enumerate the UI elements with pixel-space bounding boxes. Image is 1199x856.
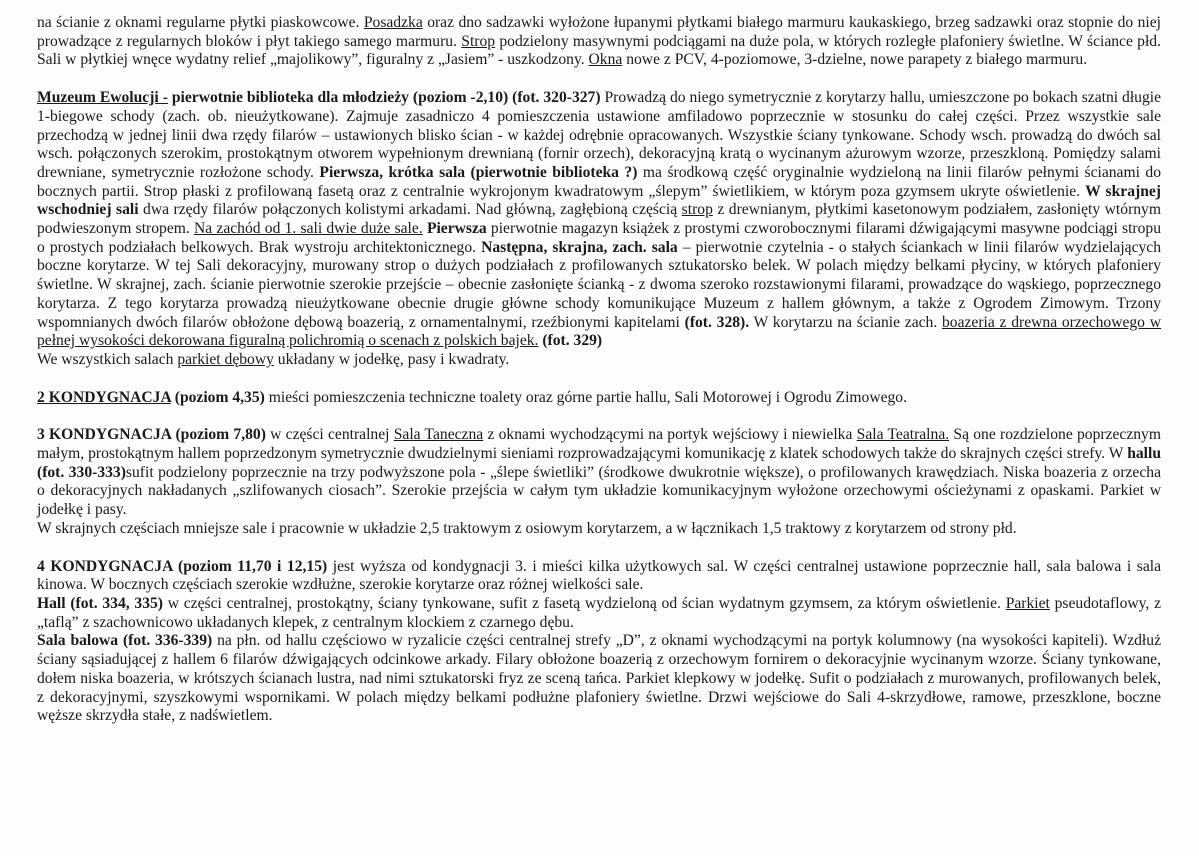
text-span: oraz dno sadzawki wyłożone łupanymi płytkami białego marmuru kaukaskiego, brzeg sadzawki oraz stopnie do niej prowadzące z regularnych bloków i płyt takiego samego marmuru.: [37, 14, 1161, 50]
text-span: na płn. od hallu częściowo w ryzalicie części centralnej strefy „D”, z oknami wychodzącymi na portyk kolumnowy (na wysokości kapiteli). Wzdłuż ściany sąsiadującej z hallem 6 filarów dźwigających odcinkowe arkady. Filary obłożone boazerią z orzechowym fornirem o dekoracyjnie wycinanym wzorze. Ściany tynkowane, dołem niska boazeria, w krótszych ścianach lustra, nad nimi sztukatorski fryz ze sceną tańca. Parkiet klepkowy w jodełkę. Sufit o podziałach z murowanych, profilowanych belek, z dekoracyjnymi, szyszkowymi wspornikami. W polach między belkami podłużne plafoniery świetlne. Drzwi wejściowe do Sali 4-skrzydłowe, ramowe, przeszklone, boczne węższe skrzydła stałe, z nadświetlem.: [37, 632, 1161, 725]
underlined-term: Na zachód od 1. sali dwie duże sale.: [194, 220, 423, 238]
text-span: Są one rozdzielone poprzecznym małym, prostokątnym hallem poprzedzonym symetrycznie dwudzielnymi sieniami rozprowadzającymi komunikację z klatek schodowych także do skrajnych części strefy. W: [37, 426, 1161, 463]
paragraph-gap: [37, 70, 1161, 89]
text-span: jest wyższa od kondygnacji 3. i mieści kilka użytkowych sal. W części centralnej ustawione poprzecznie hall, sala balowa i sala kinowa. W bocznych częściach szerokie wzdłużne, szerokie korytarze oraz różnej wielkości sale.: [37, 557, 1161, 594]
underlined-term-okna: Okna: [588, 51, 623, 69]
paragraph-gap: [37, 407, 1161, 426]
bold-span: W skrajnej wschodniej sali: [37, 182, 1161, 219]
paragraph-parkiet: [37, 351, 1161, 370]
text-span: w części centralnej, prostokątny, ściany tynkowane, sufit z fasetą wydzieloną od ścian wydatnym gzymsem, za którym oświetlenie.: [163, 594, 1006, 612]
bold-span: Następna, skrajna, zach. sala: [481, 238, 678, 256]
text-span: pseudotaflowy, z „taflą” z szachownicowo układanych klepek, z centralnym klockiem z czarnego dębu.: [37, 594, 1161, 631]
paragraph-skrajne-czesci: [37, 520, 1161, 539]
text-span: z drewnianym, płytkimi kasetonowym podziałem, zasłonięty wtórnym podwieszonym stropem.: [37, 201, 1161, 238]
paragraph-hall: [37, 595, 1161, 632]
section-heading-2-kondygnacja: [37, 389, 265, 406]
text-span: mieści pomieszczenia techniczne toalety oraz górne partie hallu, Sali Motorowej i Ogrodu Zimowego.: [264, 388, 908, 406]
heading-underlined: 2 KONDYGNACJA: [37, 388, 171, 406]
text-span: w części centralnej: [265, 426, 394, 444]
heading-rest: pierwotnie biblioteka dla młodzieży: [167, 89, 409, 107]
paragraph-3-kondygnacja: [37, 426, 1161, 520]
text-span: pierwotnie magazyn książek z prostymi czworobocznymi filarami dźwigającymi masywne podciągi stropu o prostych podziałach belkowych. Brak wystroju architektonicznego.: [37, 220, 1161, 256]
underlined-term: strop: [681, 201, 713, 219]
underlined-term: Sala Teatralna.: [856, 426, 950, 444]
text-span: z oknami wychodzącymi na portyk wejściowy i niewielka: [483, 426, 857, 444]
text-span: podzielony masywnymi podciągami na duże pola, w których rozległe plafoniery świetlne. W ściance płd. Sali w płytkiej wnęce wydatny relief „majolikowy”, figuralny z „Jasiem” - uszkodzony.: [37, 32, 1162, 69]
text-span: układany w jodełkę, pasy i kwadraty.: [273, 350, 510, 368]
bold-span: Pierwsza: [426, 220, 487, 238]
underlined-term: boazeria z drewna orzechowego w pełnej wysokości dekorowana figuralną polichromią o scenach z polskich bajek.: [37, 313, 1161, 350]
bold-span: Sala balowa (fot. 336-339): [37, 632, 213, 650]
text-span: ma środkową część oryginalnie wydzieloną na linii filarów pełnymi ścianami do bocznych partii. Strop płaski z profilowaną fasetą oraz z centralnie wykrojonym kwadratowym „ślepym” świetlikiem, w którym poza gzymsem ukryte oświetlenie.: [37, 163, 1161, 200]
underlined-term: parkiet dębowy: [177, 350, 274, 368]
bold-span: (poziom -2,10) (fot. 320-327): [412, 89, 601, 107]
section-heading-4-kondygnacja: 4 KONDYGNACJA (poziom 11,70 i 12,15): [37, 557, 328, 575]
underlined-term: Sala Taneczna: [393, 426, 484, 444]
paragraph-sala-balowa: [37, 632, 1161, 726]
paragraph-gap: [37, 370, 1161, 389]
text-span: – pierwotnie czytelnia - o stałych ściankach w linii filarów wydzielających boczne korytarze. W tej Sali dekoracyjny, murowany strop o dużych podziałach z profilowanych sztukatorsko belek. W polach między belkami płyciny, w których plafoniery świetlne. W skrajnej, zach. ścianie pierwotnie szerokie przejście – obecnie zasłonięte ścianką - z dwoma szeroko rozstawionymi filarami, prowadzące do wąskiego, poprzecznego korytarza. Z tego korytarza prowadzą nieużytkowane obecnie drugie główne schody komunikujące Muzeum z hallem głównym, a także z Ogrodem Zimowym. Trzony wspomnianych dwóch filarów obłożone dębową boazerią, z ornamentalnymi, rzeźbionymi kapitelami: [37, 238, 1162, 331]
text-span: nowe z PCV, 4-poziomowe, 3-dzielne, nowe parapety z białego marmuru.: [622, 51, 1088, 69]
section-heading-muzeum: [37, 89, 409, 106]
paragraph-2-kondygnacja: [37, 389, 1161, 408]
section-heading-3-kondygnacja: 3 KONDYGNACJA (poziom 7,80): [37, 426, 266, 444]
text-span: Prowadzą do niego symetrycznie z korytarzy hallu, umieszczone po bokach szatni długie 1-biegowe schody (zach. ob. nieużytkowane). Zajmuje zasadniczo 4 pomieszczenia ustawione amfiladowo poprzecznie w stosunku do całej części. Przez wszystkie sale przechodzą w jednej linii dwa rzędy filarów – ustawionych blisko ścian - w każdej odrębnie opracowanych. Wszystkie ściany tynkowane. Schody wsch. prowadzą do dwóch sal wsch. połączonych szerokim, prostokątnym otworem wypełnionym drewnianą (fornir orzech), dekoracyjną kratą o wycinanym ażurowym wzorze, przeszkloną. Pomiędzy salami drewniane, symetrycznie rozłożone schody.: [37, 89, 1162, 181]
underlined-term-posadzka: Posadzka: [363, 14, 423, 31]
bold-span: (fot. 329): [542, 332, 603, 350]
heading-underlined: Muzeum Ewolucji -: [37, 89, 168, 107]
underlined-term: Parkiet: [1005, 594, 1050, 612]
paragraph-sadzawka: [37, 14, 1161, 70]
bold-span: Pierwsza, krótka sala (pierwotnie biblioteka ?): [319, 163, 638, 181]
text-span: dwa rzędy filarów połączonych kolistymi arkadami. Nad główną, zagłębioną częścią: [138, 201, 682, 219]
bold-span: (fot. 328).: [684, 313, 750, 331]
paragraph-gap: [37, 539, 1161, 558]
paragraph-muzeum-ewolucji: [37, 89, 1161, 351]
text-span: W skrajnych częściach mniejsze sale i pracownie w układzie 2,5 traktowym z osiowym korytarzem, a w łącznikach 1,5 traktowy z korytarzem od strony płd.: [37, 519, 1017, 537]
heading-rest: (poziom 4,35): [170, 388, 265, 406]
bold-span: Hall (fot. 334, 335): [37, 594, 163, 612]
bold-span: hallu (fot. 330-333): [37, 445, 1161, 481]
text-span: na ścianie z oknami regularne płytki piaskowcowe.: [37, 14, 364, 31]
text-span: We wszystkich salach: [37, 350, 178, 368]
text-span: sufit podzielony poprzecznie na trzy podwyższone pola - „ślepe świetliki” (środkowe dwukrotnie większe), o profilowanych krawędziach. Niska boazeria z orzecha o dekoracyjnych nakładanych „szlifowanych ciosach”. Szerokie przejścia w całym tym układzie komunikacyjnym wyłożone orzechowymi ościeżynami z opaskami. Parkiet w jodełkę i pasy.: [37, 463, 1161, 519]
document-text: [37, 14, 1161, 726]
paragraph-4-kondygnacja: [37, 558, 1161, 595]
text-span: W korytarzu na ścianie zach.: [749, 313, 942, 331]
underlined-term-strop: Strop: [461, 32, 496, 50]
